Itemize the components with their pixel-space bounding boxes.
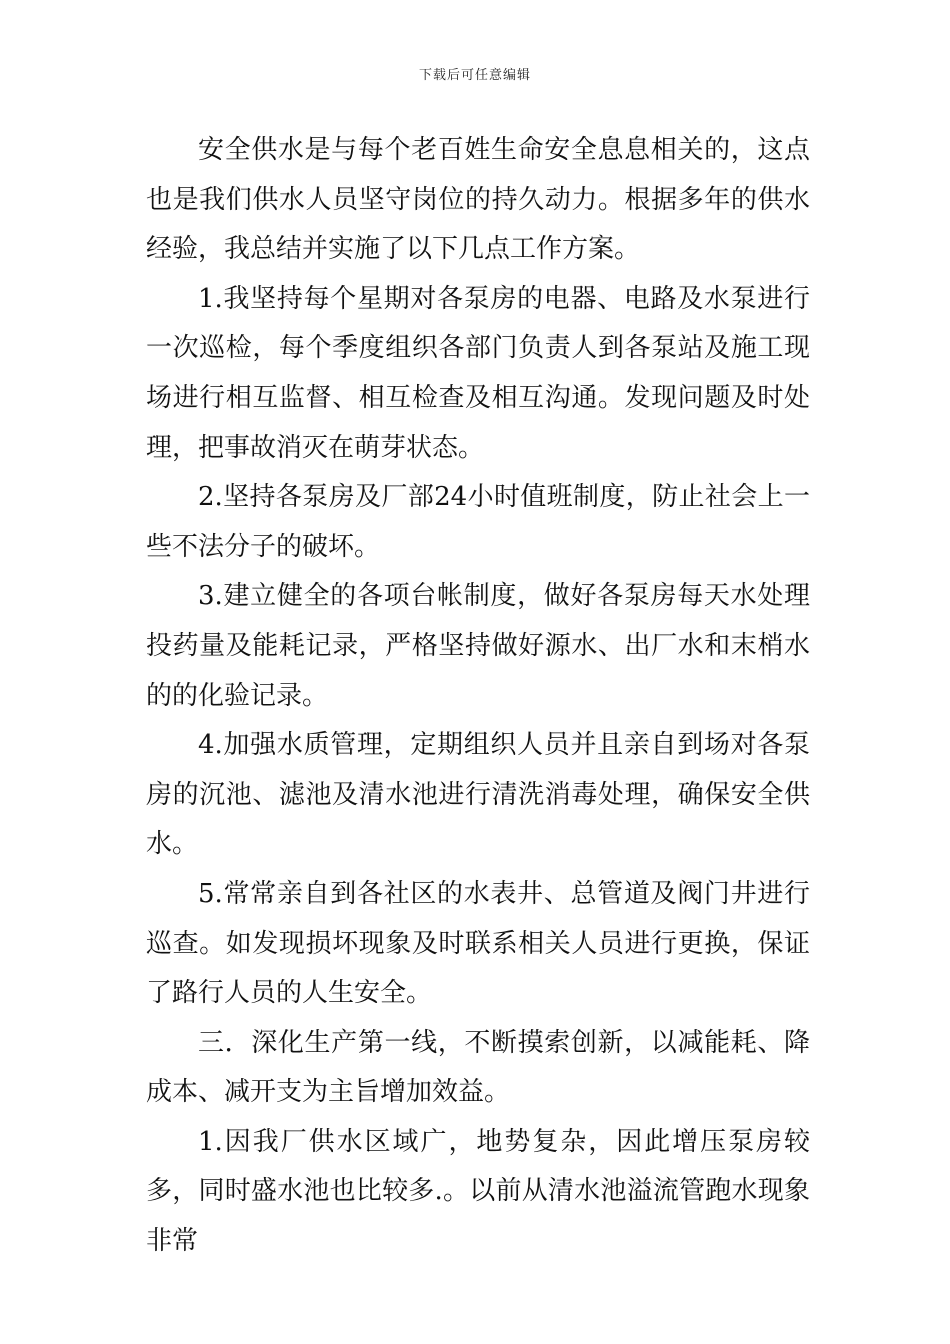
paragraph-item-1: 1.我坚持每个星期对各泵房的电器、电路及水泵进行一次巡检，每个季度组织各部门负责人到各泵站及施工现场进行相互监督、相互检查及相互沟通。发现问题及时处理，把事故消灭在萌芽状态。 [146,283,810,463]
paragraph-section-three-item-1: 1.因我厂供水区域广，地势复杂，因此增压泵房较多，同时盛水池也比较多.。以前从清水池溢流管跑水现象非常 [146,1126,810,1257]
paragraph-item-4: 4.加强水质管理，定期组织人员并且亲自到场对各泵房的沉池、滤池及清水池进行清洗消毒处理，确保安全供水。 [146,730,810,860]
paragraph-item-5: 5.常常亲自到各社区的水表井、总管道及阀门井进行巡查。如发现损坏现象及时联系相关人员进行更换，保证了路行人员的人生安全。 [146,878,810,1009]
paragraph-item-3: 3.建立健全的各项台帐制度，做好各泵房每天水处理投药量及能耗记录，严格坚持做好源水、出厂水和末梢水的的化验记录。 [146,581,810,711]
paragraph-intro: 安全供水是与每个老百姓生命安全息息相关的，这点也是我们供水人员坚守岗位的持久动力。根据多年的供水经验，我总结并实施了以下几点工作方案。 [146,135,810,265]
page-header: 下载后可任意编辑 [418,68,531,83]
document-body [146,126,810,1267]
paragraph-item-2: 2.坚持各泵房及厂部24小时值班制度，防止社会上一些不法分子的破坏。 [146,482,810,562]
section-heading-three: 三．深化生产第一线，不断摸索创新，以减能耗、降成本、减开支为主旨增加效益。 [146,1027,810,1108]
